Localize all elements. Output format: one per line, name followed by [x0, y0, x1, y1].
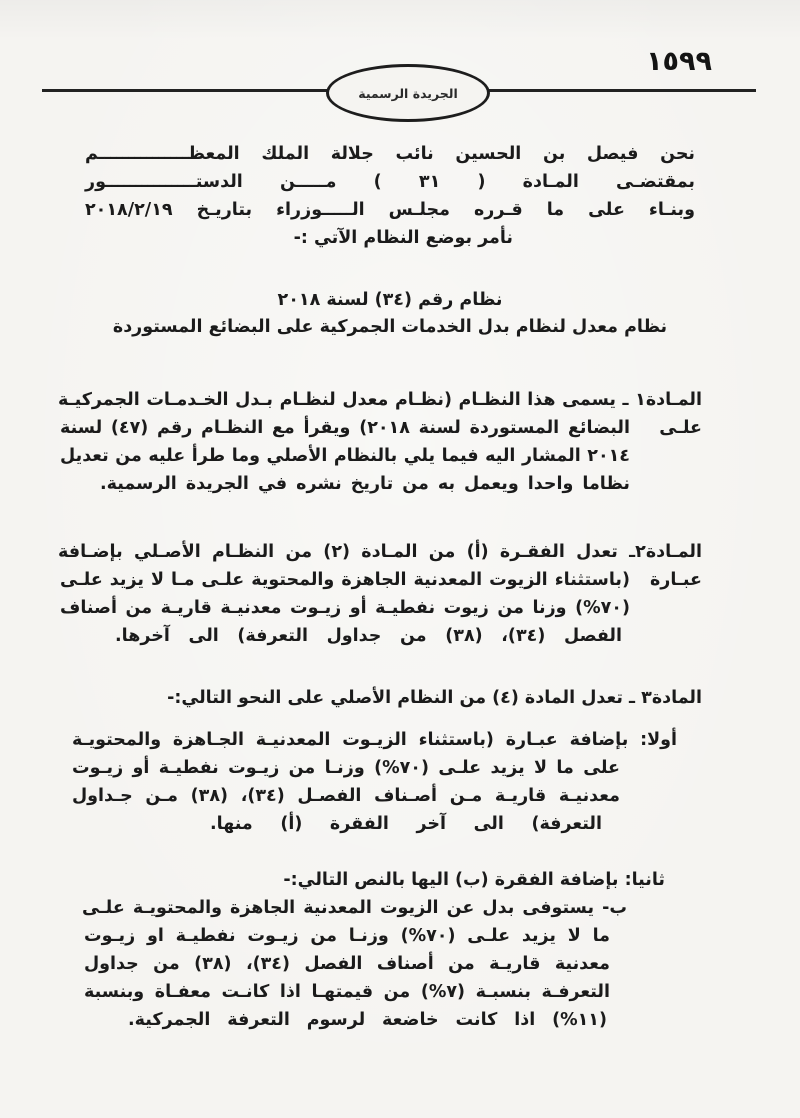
article-1 — [0, 386, 800, 498]
second-clause-line: (١١%) اذا كانت خاضعة لرسوم التعرفة الجمركية. — [128, 1010, 607, 1030]
preamble-line: نحن فيصل بن الحسين نائب جلالة الملك المعظـــــــــــــــم — [85, 144, 695, 164]
gazette-badge — [326, 64, 490, 122]
article-2 — [0, 538, 800, 650]
second-clause-line: ما لا يزيد علـى (٧٠%) وزنـا من زيـوت نفطيـة او زيـوت — [84, 926, 610, 946]
gazette-name: الجريدة الرسمية — [358, 85, 458, 101]
article-3 — [0, 684, 800, 712]
article-1-line: البضائع المستوردة لسنة ٢٠١٨) ويقرأ مع النظـام رقم (٤٧) لسنة — [60, 418, 630, 438]
article-2-line: المـادة٢ـ تعدل الفقـرة (أ) من المـادة (٢) من النظـام الأصـلي بإضـافة عبـارة — [58, 542, 702, 590]
article-2-line: الفصل (٣٤)، (٣٨) من جداول التعرفة) الى آخرها. — [115, 626, 622, 646]
article-1-line: نظاما واحدا ويعمل به من تاريخ نشره في الجريدة الرسمية. — [100, 474, 630, 494]
article-2-line: (٧٠%) وزنا من زيوت نفطيـة أو زيـوت معدنيـة قاريـة من أصناف — [60, 598, 630, 618]
article-1-line: المـادة١ ـ يسمى هذا النظـام (نظـام معدل لنظـام بـدل الخـدمـات الجمركيـة علـى — [58, 390, 702, 438]
article-1-line: ٢٠١٤ المشار اليه فيما يلي بالنظام الأصلي وما طرأ عليه من تعديل — [60, 446, 630, 466]
article-2-line: (باستثناء الزيوت المعدنية الجاهزة والمحتوية علـى مـا لا يزيد علـى — [60, 570, 630, 590]
first-clause-line: على ما لا يزيد علـى (٧٠%) وزنـا من زيـوت نفطيـة أو زيـوت — [72, 758, 620, 778]
page-number: ١٥٩٩ — [646, 46, 712, 77]
first-clause — [0, 726, 800, 838]
preamble-line: وبنـاء على ما قـرره مجلـس الـــــوزراء بتاريـخ ٢٠١٨/٢/١٩ — [85, 200, 695, 220]
regulation-number-title: نظام رقم (٣٤) لسنة ٢٠١٨ — [277, 290, 503, 310]
regulation-subject-title: نظام معدل لنظام بدل الخدمات الجمركية على البضائع المستوردة — [112, 317, 668, 337]
second-clause — [0, 866, 800, 1034]
article-3-line: المادة٣ ـ تعدل المادة (٤) من النظام الأصلي على النحو التالي:- — [167, 688, 702, 708]
second-clause-line: ب- يستوفى بدل عن الزيوت المعدنية الجاهزة والمحتويـة علـى — [82, 898, 627, 918]
regulation-title — [0, 287, 800, 341]
first-clause-line: التعرفة) الى آخر الفقرة (أ) منها. — [210, 814, 602, 834]
preamble-line: بمقتضـى المـادة ( ٣١ ) مـــــن الدستـــــــــــــــور — [85, 172, 695, 192]
preamble-order-line: نأمر بوضع النظام الآتي :- — [293, 228, 513, 248]
second-clause-line: التعرفـة بنسبـة (٧%) من قيمتهـا اذا كانـت معفـاة وبنسبة — [84, 982, 611, 1002]
first-clause-line: معدنيـة قاريـة مـن أصـناف الفصـل (٣٤)، (٣٨) مـن جـداول — [72, 786, 620, 806]
second-clause-line: معدنية قاريـة من أصناف الفصل (٣٤)، (٣٨) من جداول — [84, 954, 610, 974]
first-clause-line: أولا: بإضافة عبـارة (باستثناء الزيـوت المعدنيـة الجـاهزة والمحتويـة — [72, 730, 677, 750]
document-body — [0, 140, 800, 1034]
second-clause-head: ثانيا: بإضافة الفقرة (ب) اليها بالنص التالي:- — [283, 870, 665, 890]
preamble — [0, 140, 800, 252]
